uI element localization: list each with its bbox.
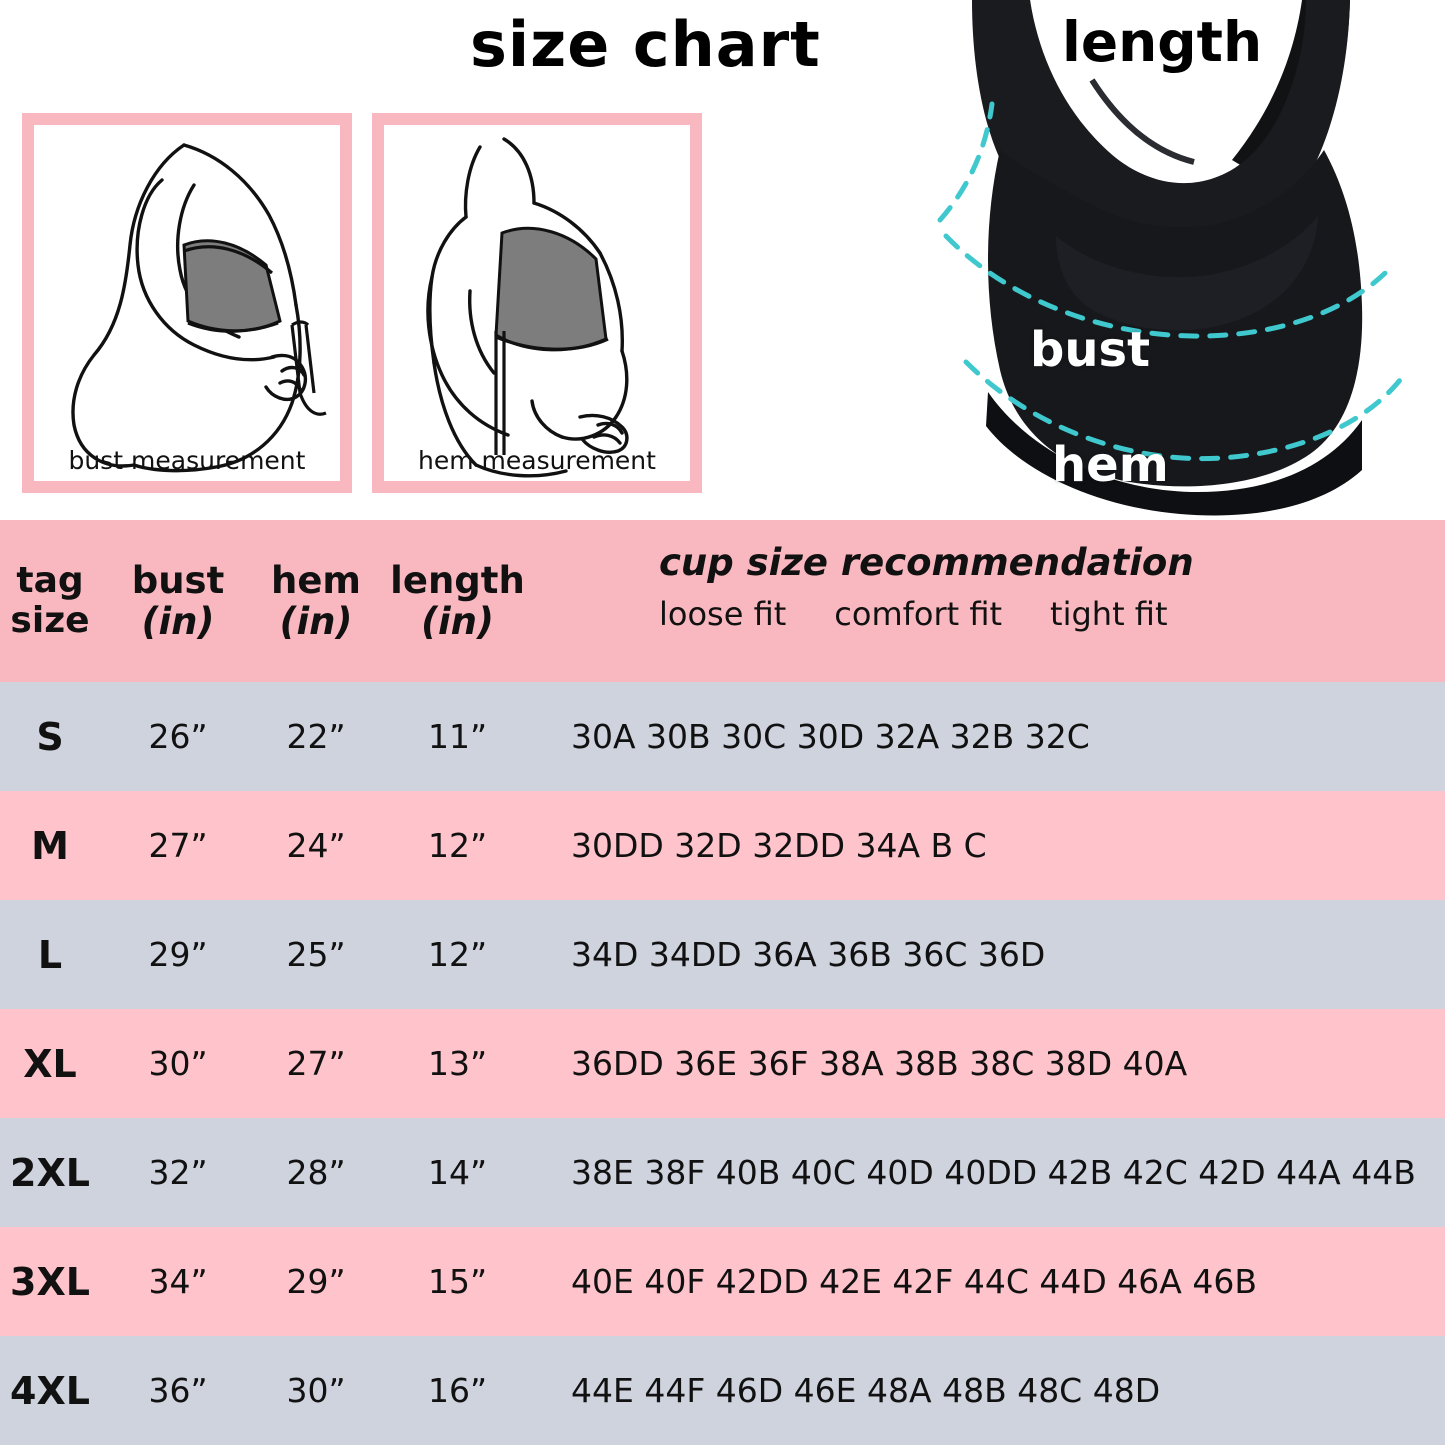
label-bust: bust: [1030, 322, 1151, 378]
bust-measurement-panel: [22, 113, 352, 493]
cell-tag-size: S: [36, 714, 64, 759]
hem-measurement-panel: [372, 113, 702, 493]
label-length: length: [1062, 10, 1263, 74]
bra-shape: [184, 241, 280, 331]
cell-tag-size: XL: [23, 1041, 77, 1086]
cell-length: 12”: [427, 935, 488, 974]
header-hem: hem (in): [271, 558, 361, 643]
header-tag-size: tag size: [10, 559, 90, 641]
table-row: [0, 1118, 1445, 1227]
cell-length: 14”: [427, 1153, 488, 1192]
hem-measurement-caption: hem measurement: [418, 446, 656, 475]
table-header-row: [0, 520, 1445, 682]
table-row: [0, 682, 1445, 791]
cell-tag-size: M: [31, 823, 69, 868]
cell-length: 15”: [427, 1262, 488, 1301]
cell-cup-size: 36DD 36E 36F 38A 38B 38C 38D 40A: [571, 1044, 1188, 1083]
header-length: length (in): [390, 558, 525, 643]
cell-hem: 29”: [286, 1262, 346, 1301]
cell-bust: 26”: [148, 717, 208, 756]
cell-cup-size: 40E 40F 42DD 42E 42F 44C 44D 46A 46B: [571, 1262, 1257, 1301]
table-row: [0, 791, 1445, 900]
cell-length: 13”: [427, 1044, 488, 1083]
cell-bust: 32”: [148, 1153, 208, 1192]
table-row: [0, 1227, 1445, 1336]
cell-tag-size: 2XL: [10, 1150, 90, 1195]
cell-length: 16”: [427, 1371, 488, 1410]
header-cup-size: [539, 520, 1445, 682]
label-hem: hem: [1052, 437, 1169, 493]
cell-tag-size: 4XL: [10, 1368, 90, 1413]
cell-cup-size: 30A 30B 30C 30D 32A 32B 32C: [571, 717, 1090, 756]
cell-bust: 27”: [148, 826, 208, 865]
cell-bust: 29”: [148, 935, 208, 974]
cell-hem: 28”: [286, 1153, 346, 1192]
cell-tag-size: L: [37, 932, 63, 977]
cell-hem: 30”: [286, 1371, 346, 1410]
cell-hem: 27”: [286, 1044, 346, 1083]
cell-hem: 24”: [286, 826, 346, 865]
cell-cup-size: 34D 34DD 36A 36B 36C 36D: [571, 935, 1046, 974]
table-row: [0, 1009, 1445, 1118]
cell-bust: 36”: [148, 1371, 208, 1410]
header-tight-fit: tight fit: [1050, 595, 1168, 634]
bust-measurement-caption: bust measurement: [68, 446, 306, 475]
header-bust: bust (in): [131, 558, 225, 643]
cell-cup-size: 30DD 32D 32DD 34A B C: [571, 826, 987, 865]
cell-bust: 34”: [148, 1262, 208, 1301]
table-row: [0, 1336, 1445, 1445]
cell-bust: 30”: [148, 1044, 208, 1083]
cell-length: 12”: [427, 826, 488, 865]
size-table: [0, 520, 1445, 1445]
header-loose-fit: loose fit: [659, 595, 787, 634]
cell-cup-size: 38E 38F 40B 40C 40D 40DD 42B 42C 42D 44A 44B: [571, 1153, 1416, 1192]
header-cup-title: cup size recommendation: [659, 541, 1194, 584]
header-comfort-fit: comfort fit: [834, 595, 1003, 634]
cell-hem: 22”: [286, 717, 346, 756]
hem-measurement-illustration: [384, 125, 690, 481]
cell-hem: 25”: [286, 935, 346, 974]
cell-length: 11”: [427, 717, 488, 756]
bust-measurement-illustration: [34, 125, 340, 481]
bra-shape: [496, 228, 606, 350]
cell-cup-size: 44E 44F 46D 46E 48A 48B 48C 48D: [571, 1371, 1161, 1410]
cell-tag-size: 3XL: [10, 1259, 90, 1304]
page-title: size chart: [470, 8, 821, 81]
table-row: [0, 900, 1445, 1009]
